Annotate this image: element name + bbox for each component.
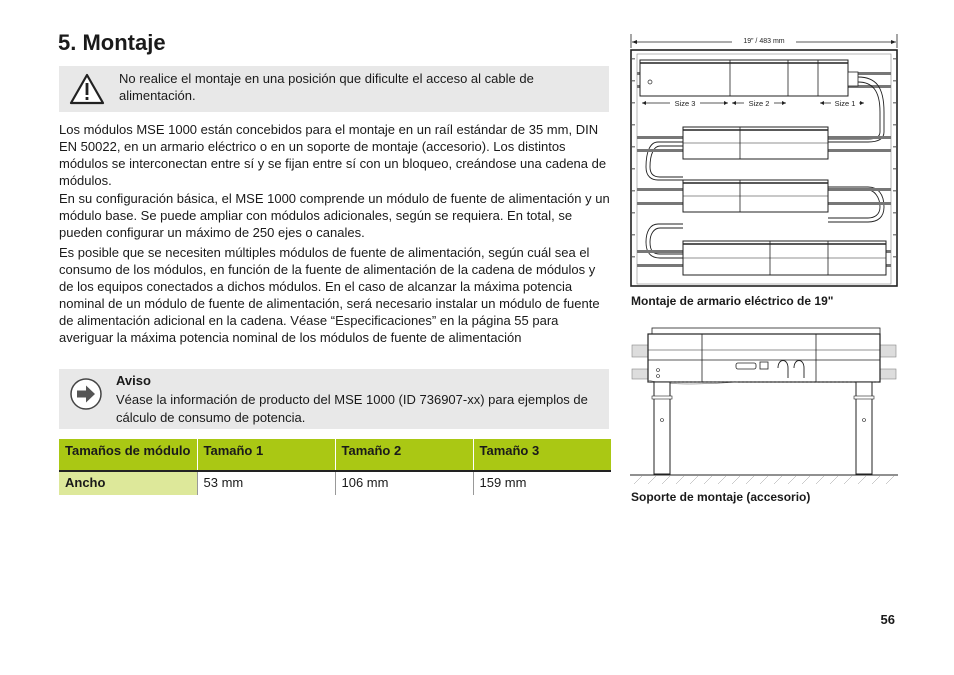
page-title: 5. Montaje <box>58 30 166 55</box>
note-title: Aviso <box>116 373 151 388</box>
table-header-cell: Tamaños de módulo <box>59 439 197 471</box>
warning-text: No realice el montaje en una posición que dificulte el acceso al cable de alimentación. <box>119 71 534 103</box>
table-cell: Ancho <box>59 471 197 495</box>
mounting-stand-figure <box>628 320 900 486</box>
paragraph-1: Los módulos MSE 1000 están concebidos para el montaje en un raíl estándar de 35 mm, DIN EN 50022, en un armario eléctrico o en un soporte de montaje (accesorio). Los distintos módulos se interconectan entre sí y se fijan entre sí con un bloqueo, creándose una cadena de módulos. <box>59 122 607 188</box>
dimension-label: 19” / 483 mm <box>743 38 785 45</box>
note-box <box>59 369 609 429</box>
arrow-right-icon <box>69 377 103 416</box>
warning-box <box>59 66 609 112</box>
stand-figure-caption: Soporte de montaje (accesorio) <box>631 490 811 504</box>
table-header-cell: Tamaño 2 <box>335 439 473 471</box>
size-2-label: Size 2 <box>748 99 770 108</box>
table-cell: 159 mm <box>473 471 611 495</box>
table-cell: 53 mm <box>197 471 335 495</box>
table-header-row <box>59 439 611 471</box>
page-number: 56 <box>880 612 895 627</box>
paragraph-2: En su configuración básica, el MSE 1000 comprende un módulo de fuente de alimentación y un módulo base. Se puede ampliar con módulos adicionales, según se requiera. En total, se pueden configurar un máximo de 250 ejes o canales. <box>59 191 610 240</box>
cabinet-figure-caption: Montaje de armario eléctrico de 19" <box>631 294 834 308</box>
table-header-cell: Tamaño 3 <box>473 439 611 471</box>
size-3-label: Size 3 <box>674 99 696 108</box>
table-cell: 106 mm <box>335 471 473 495</box>
cabinet-mounting-figure <box>628 32 900 288</box>
table-header-cell: Tamaño 1 <box>197 439 335 471</box>
warning-icon <box>69 72 105 111</box>
note-text: Véase la información de producto del MSE 1000 (ID 736907-xx) para ejemplos de cálculo de consumo de potencia. <box>116 392 588 425</box>
module-size-table <box>59 439 611 495</box>
table-row <box>59 471 611 495</box>
paragraph-3: Es posible que se necesiten múltiples módulos de fuente de alimentación, según cuál sea el consumo de los módulos, en función de la fuente de alimentación de la cadena de módulos y de los equipos conectados a dichos módulos. En el caso de alcanzar la máxima potencia nominal de un módulo de fuente de alimentación, será necesario instalar un módulo de fuente de alimentación adicional en la cadena. Véase “Especificaciones” en la página 55 para averiguar la máxima potencia nominal de los módulos de fuente de alimentación <box>59 245 600 345</box>
size-1-label: Size 1 <box>834 99 856 108</box>
